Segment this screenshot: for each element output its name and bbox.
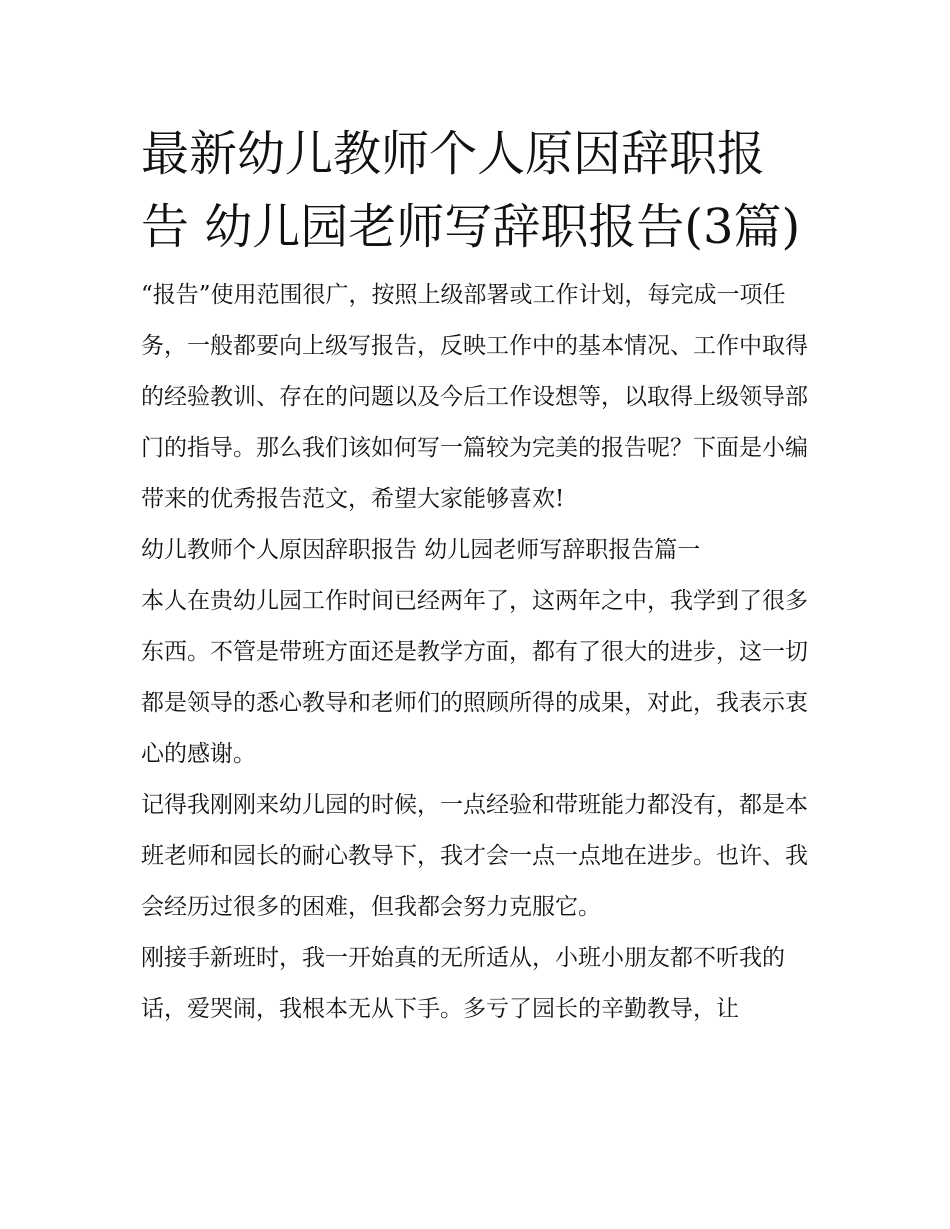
document-page	[141, 118, 811, 1035]
section-heading: 幼儿教师个人原因辞职报告 幼儿园老师写辞职报告篇一	[141, 537, 701, 563]
body-paragraph: 刚接手新班时，我一开始真的无所适从，小班小朋友都不听我的话，爱哭闹，我根本无从下手。多亏了园长的辛勤教导，让	[141, 945, 785, 1022]
body-paragraph: 本人在贵幼儿园工作时间已经两年了，这两年之中，我学到了很多东西。不管是带班方面还是教学方面，都有了很大的进步，这一切都是领导的悉心教导和老师们的照顾所得的成果，对此，我表示衷心的感谢。	[141, 588, 808, 767]
intro-paragraph: “报告”使用范围很广，按照上级部署或工作计划，每完成一项任务，一般都要向上级写报告，反映工作中的基本情况、工作中取得的经验教训、存在的问题以及今后工作设想等，以取得上级领导部门的指导。那么我们该如何写一篇较为完美的报告呢？下面是小编带来的优秀报告范文，希望大家能够喜欢!	[141, 282, 808, 512]
document-title: 最新幼儿教师个人原因辞职报告 幼儿园老师写辞职报告(3篇)	[141, 126, 801, 255]
body-paragraph: 记得我刚刚来幼儿园的时候，一点经验和带班能力都没有，都是本班老师和园长的耐心教导下，我才会一点一点地在进步。也许、我会经历过很多的困难，但我都会努力克服它。	[141, 792, 808, 920]
